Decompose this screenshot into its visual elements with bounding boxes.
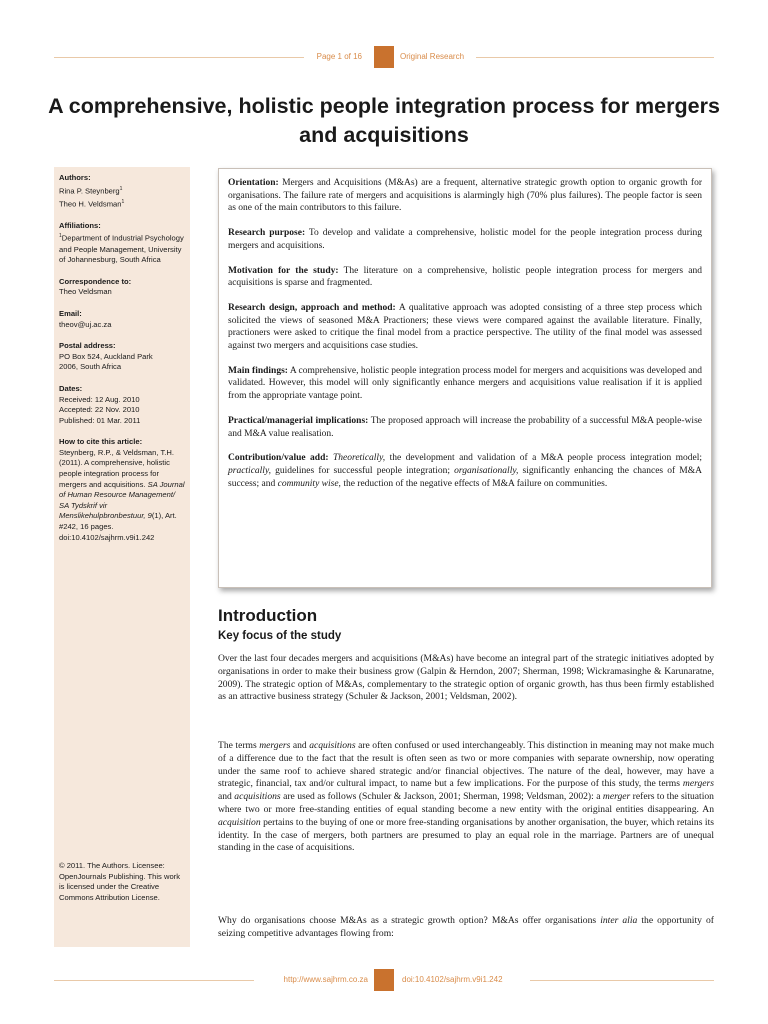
correspondence-name: Theo Veldsman — [59, 287, 112, 297]
header-accent-block — [374, 46, 394, 68]
dates-label: Dates: — [59, 383, 83, 393]
footer-doi-link[interactable]: doi:10.4102/sajhrm.v9i1.242 — [402, 975, 503, 984]
email-label: Email: — [59, 308, 82, 318]
affiliations-block — [59, 221, 185, 266]
page-indicator: Page 1 of 16 — [316, 52, 362, 61]
abstract-motivation: Motivation for the study: The literature on a comprehensive, holistic people integration process for mergers and acquisitions is sparse and fragmented. — [228, 265, 702, 289]
body-paragraph-1: Over the last four decades mergers and acquisitions (M&As) have become an integral part of the strategic initiatives adopted by organisations in order to make their business grow (Galpin & Herndon, 2007; Sherman, 1998; Wickramasinghe & Karunaratne, 2009). The strategic option of M&As, complementary to the strategic option of organic growth, has thus been firmly established as an attractive business strategy (Schuler & Jackson, 2001; Veldsman, 2002). — [218, 653, 714, 703]
date-accepted: Accepted: 22 Nov. 2010 — [59, 405, 140, 415]
email-block — [59, 309, 185, 330]
article-type-label: Original Research — [400, 52, 465, 61]
abstract-orientation: Orientation: Mergers and Acquisitions (M&As) are a frequent, alternative strategic growth option to organic growth for organisations. The failure rate of mergers and acquisitions is alarmingly high (70% plus failures). The people factor is seen as one of the main contributors to this failure. — [228, 178, 703, 214]
abstract-design: Research design, approach and method: A qualitative approach was adopted consisting of a three step process which solicited the views of seasoned M&A Practioners; these views were compared against the available literature. Finally, practioners were asked to critique the final model from a practice perspective. The utility of the final model was assessed against two mergers and acquisitions case studies. — [228, 302, 703, 352]
dates-block — [59, 384, 185, 426]
correspondence-block — [59, 277, 185, 298]
authors-label: Authors: — [59, 173, 91, 182]
abstract-findings: Main findings: A comprehensive, holistic people integration process model for mergers and acquisitions was developed and validated. However, this model will only significantly enhance mergers and acquisitions value realisation if it is applied from the appropriate vantage point. — [228, 365, 702, 402]
citation-block — [59, 437, 185, 543]
correspondence-label: Correspondence to: — [59, 276, 132, 286]
date-published: Published: 01 Mar. 2011 — [59, 415, 141, 425]
citation-doi[interactable]: doi:10.4102/sajhrm.v9i1.242 — [59, 532, 155, 542]
email-address[interactable]: theov@uj.ac.za — [59, 319, 112, 329]
footer-rule-left — [54, 980, 254, 981]
body-paragraph-3: Why do organisations choose M&As as a strategic growth option? M&As offer organisations inter alia the opportunity of seizing competitive advantages flowing from: — [218, 915, 714, 939]
footer-accent-block — [374, 969, 394, 991]
citation-text: Steynberg, R.P., & Veldsman, T.H. (2011). A comprehensive, holistic people integration process for mergers and acquisitions. SA Journal of Human Resource Management/ SA Tydskrif vir Menslikehulpbronbestuur, 9(1), Art. #242, 16 pages. doi:10.4102/sajhrm.v9i1.242 — [59, 447, 185, 542]
abstract-purpose: Research purpose: To develop and validate a comprehensive, holistic model for the people integration process during mergers and acquisitions. — [228, 228, 702, 251]
article-title: A comprehensive, holistic people integration process for mergers and acquisitions — [48, 94, 720, 147]
citation-label: How to cite this article: — [59, 437, 143, 447]
journal-url-link[interactable]: http://www.sajhrm.co.za — [283, 975, 368, 984]
affiliations-label: Affiliations: — [59, 220, 101, 230]
postal-line-1: PO Box 524, Auckland Park — [59, 351, 153, 361]
article-info-sidebar — [54, 167, 190, 947]
footer-rule-right — [530, 980, 714, 981]
body-paragraph-2: The terms mergers and acquisitions are often confused or used interchangeably. This distinction in meaning may not make much of a difference due to the fact that the result is often seen as two or more companies with separate ownership, now operating under the same roof to achieve shared strategic and/or financial objectives. The nature of the deal, however, may have a strategic, financial, tax and/or cultural impact, to name but a few implications. For the purpose of this study, the terms mergers and acquisitions are used as follows (Schuler & Jackson, 2001; Sherman, 1998; Veldsman, 2002): a merger refers to the situation where two or more free-standing entities of equal standing become a new entity with the original entities disappearing. An acquisition pertains to the buying of one or more free-standing organisations by another organisation, the buyer, which retains its identity. In the case of mergers, both partners are presumed to play an equal role in the marriage. Partners are of unequal standing in the case of acquisitions. — [218, 740, 714, 854]
author-1: Rina P. Steynberg$^1$ — [59, 185, 123, 196]
date-received: Received: 12 Aug. 2010 — [59, 394, 140, 404]
postal-line-2: 2006, South Africa — [59, 362, 122, 372]
subsection-heading-key-focus: Key focus of the study — [218, 630, 342, 642]
header-rule-right — [476, 57, 714, 58]
author-2: Theo H. Veldsman$^1$ — [59, 198, 125, 209]
abstract-implications: Practical/managerial implications: The proposed approach will increase the probability of a successful M&A people-wise and M&A value realisation. — [228, 415, 702, 439]
postal-label: Postal address: — [59, 341, 116, 351]
section-heading-introduction: Introduction — [218, 606, 318, 625]
postal-block — [59, 341, 185, 373]
abstract-contribution: Contribution/value add: Theoretically, the development and validation of a M&A people process integration model; practically, guidelines for successful people integration; organisationally, significantly enhancing the chances of M&A success; and community wise, the reduction of the negative effects of M&A failure on communities. — [228, 453, 703, 489]
authors-block — [59, 173, 185, 210]
license-notice: © 2011. The Authors. Licensee: OpenJournals Publishing. This work is licensed under the Creative Commons Attribution License. — [59, 861, 180, 902]
affiliation-text: $^1$Department of Industrial Psychology and People Management, University of Johannesburg, South Africa — [59, 233, 184, 265]
abstract-box — [218, 168, 712, 588]
